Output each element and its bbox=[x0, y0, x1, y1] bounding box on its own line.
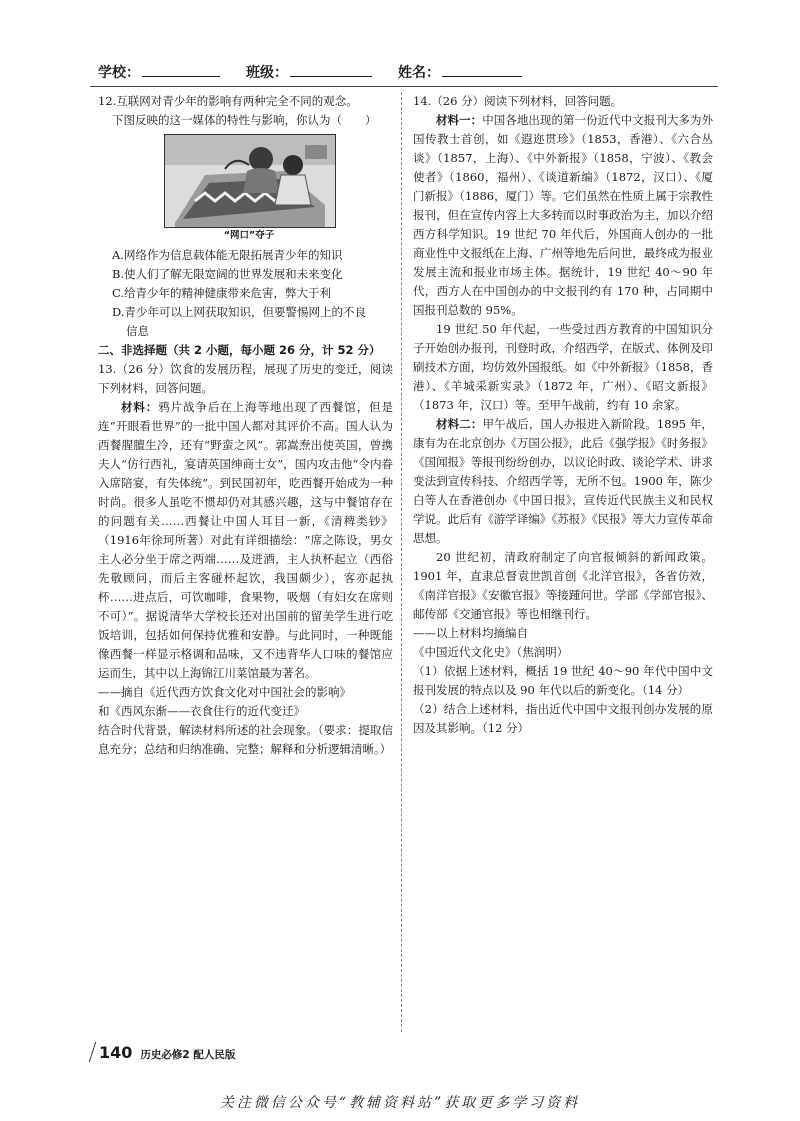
q14-material2-p1 bbox=[413, 415, 713, 548]
q14-material1-text: 中国各地出现的第一份近代中文报刊大多为外国传教士首创，如《遐迩贯珍》（1853，香港）、《六合丛谈》（1857，上海）、《中外新报》（1858，宁波）、《教会使者》（1860，福州）、《谈道新编》（1872，汉口）、《厦门新报》（1886，厦门）等。它们虽然在性质上属于宗教性报刊，但在宣传内容上大多转而以时事政治为主，加以介绍西方科学知识。19 世纪 70 年代后，外国商人创办的一批商业性中文报纸在上海、广州等地先后问世，最终成为报业发展主流和报业市场主体。据统计，19 世纪 40～90 年代，西方人在中国创办的中文报刊约有 170 种，占同期中国报刊总数的 95%。 bbox=[413, 113, 714, 317]
q14-task-2: （2）结合上述材料，指出近代中国中文报刊创办发展的原因及其影响。（12 分） bbox=[413, 702, 713, 735]
q13-task: 结合时代背景，解读材料所述的社会现象。（要求：提取信息充分；总结和归纳准确、完整；解释和分析逻辑清晰。） bbox=[98, 723, 393, 756]
q14-task-1: （1）依据上述材料，概括 19 世纪 40～90 年代中国中文报刊发展的特点以及 90 年代以后的新变化。（14 分） bbox=[413, 664, 713, 697]
q13-material bbox=[98, 398, 393, 683]
q14-stem: 14.（26 分）阅读下列材料，回答问题。 bbox=[413, 94, 623, 108]
q14-material1-label: 材料一： bbox=[436, 113, 483, 127]
school-blank bbox=[142, 62, 220, 77]
column-divider bbox=[401, 92, 402, 1032]
q14-source-line2: 《中国近代文化史》（焦润明） bbox=[413, 645, 569, 659]
class-label: 班级： bbox=[246, 65, 288, 81]
cartoon-image bbox=[164, 134, 336, 228]
name-label: 姓名： bbox=[398, 65, 440, 81]
q14-material1-p2: 19 世纪 50 年代起，一些受过西方教育的中国知识分子开始创办报刊，刊登时政，介绍西学，在版式、体例及印刷技术方面，均仿效外国报纸。如《中外新报》（1858，香港）、《羊城采新实录》（1872 年，广州）、《昭文新报》（1873 年，汉口）等。至甲午战前，约有 10 余家。 bbox=[413, 322, 713, 412]
book-label: 历史必修2 配人民版 bbox=[140, 1049, 236, 1061]
footer-slash bbox=[89, 1042, 96, 1062]
q14-material2-label: 材料二： bbox=[436, 417, 483, 431]
class-blank bbox=[290, 62, 372, 77]
q12-stem-line2: 下图反映的这一媒体的特性与影响，你认为（ ） bbox=[112, 113, 377, 127]
header-rule bbox=[90, 86, 718, 87]
q14-source-line1: ——以上材料均摘编自 bbox=[413, 626, 528, 640]
left-column bbox=[98, 92, 393, 759]
promo-banner: 关注微信公众号“教辅资料站”获取更多学习资料 bbox=[219, 1095, 581, 1111]
right-column bbox=[413, 92, 713, 738]
q13-source-line1: ——摘自《近代西方饮食文化对中国社会的影响》 bbox=[98, 685, 351, 699]
q12-option-b: B.使人们了解无限宽阔的世界发展和未来变化 bbox=[112, 267, 343, 281]
q12-option-c: C.给青少年的精神健康带来危害，弊大于利 bbox=[112, 286, 332, 300]
q12-option-a: A.网络作为信息载体能无限拓展青少年的知识 bbox=[112, 248, 343, 262]
q14-material2-p2: 20 世纪初，清政府制定了向官报倾斜的新闻政策。1901 年，直隶总督袁世凯首创《北洋官报》，各省仿效，《南洋官报》《安徽官报》等接踵问世。学部《学部官报》、邮传部《交通官报》等也相继刊行。 bbox=[413, 550, 713, 621]
school-label: 学校： bbox=[98, 65, 140, 81]
q13-material-text: 鸦片战争后在上海等地出现了西餐馆，但是连“开眼看世界”的一批中国人都对其评价不高。国人认为西餐腥膻生冷，还有“野蛮之风”。郭嵩焘出使英国，曾携夫人“仿行西礼，宴请英国绅商士女”，国内攻击他“令内眷入席陪宴，有失体统”。到民国初年，吃西餐开始成为一种时尚。很多人虽吃不惯却仍对其感兴趣，这与中餐馆存在的问题有关……西餐让中国人耳目一新，《清稗类钞》（1916年徐珂所著）对此有详细描绘：“席之陈设，男女主人必分坐于席之两端……及进酒，主人执杯起立（西俗先敬顾问，而后主客碰杯起饮，我国颇少），客亦起执杯……进点后，可饮咖啡，食果物，吸烟（有妇女在席则不可）”。据说清华大学校长还对出国前的留美学生进行吃饭培训，包括如何保持优雅和安静。与此同时，一种既能像西餐一样显示格调和品味，又不违背华人口味的餐馆应运而生，其中以上海锦江川菜馆最为著名。 bbox=[98, 400, 394, 680]
q12-figure bbox=[164, 134, 334, 244]
class-field bbox=[246, 62, 372, 82]
q14-material1-p1 bbox=[413, 111, 713, 320]
q12-option-d: D.青少年可以上网获取知识，但要警惕网上的不良 bbox=[112, 305, 366, 319]
page-number: 140 bbox=[99, 1043, 133, 1062]
q13-material-label: 材料： bbox=[121, 400, 159, 414]
figure-caption: “网口”夺子 bbox=[223, 230, 275, 241]
q14-material2-text: 甲午战后，国人办报进入新阶段。1895 年，康有为在北京创办《万国公报》，此后《强学报》《时务报》《国闻报》等报刊纷纷创办，以议论时政、谈论学术、讲求变法到宣传科技、介绍西学等，无所不包。1900 年，陈少白等人在香港创办《中国日报》，宣传近代民族主义和民权学说。此后有《游学译编》《苏报》《民报》等大力宣传革命思想。 bbox=[413, 417, 714, 545]
q12-stem-line1: 12.互联网对青少年的影响有两种完全不同的观念。 bbox=[98, 94, 358, 108]
section-title: 二、非选择题（共 2 小题，每小题 26 分，计 52 分） bbox=[98, 343, 381, 357]
q13-source-line2: 和《西风东渐——衣食住行的近代变迁》 bbox=[98, 704, 305, 718]
cartoon-drawing bbox=[165, 135, 335, 227]
q13-stem: 13.（26 分）饮食的发展历程，展现了历史的变迁，阅读下列材料，回答问题。 bbox=[98, 362, 393, 395]
name-blank bbox=[442, 62, 522, 77]
page-footer bbox=[92, 1042, 235, 1062]
q12-option-d-cont: 信息 bbox=[126, 324, 149, 338]
student-info-header bbox=[98, 62, 718, 84]
name-field bbox=[398, 62, 522, 82]
school-field bbox=[98, 62, 220, 82]
